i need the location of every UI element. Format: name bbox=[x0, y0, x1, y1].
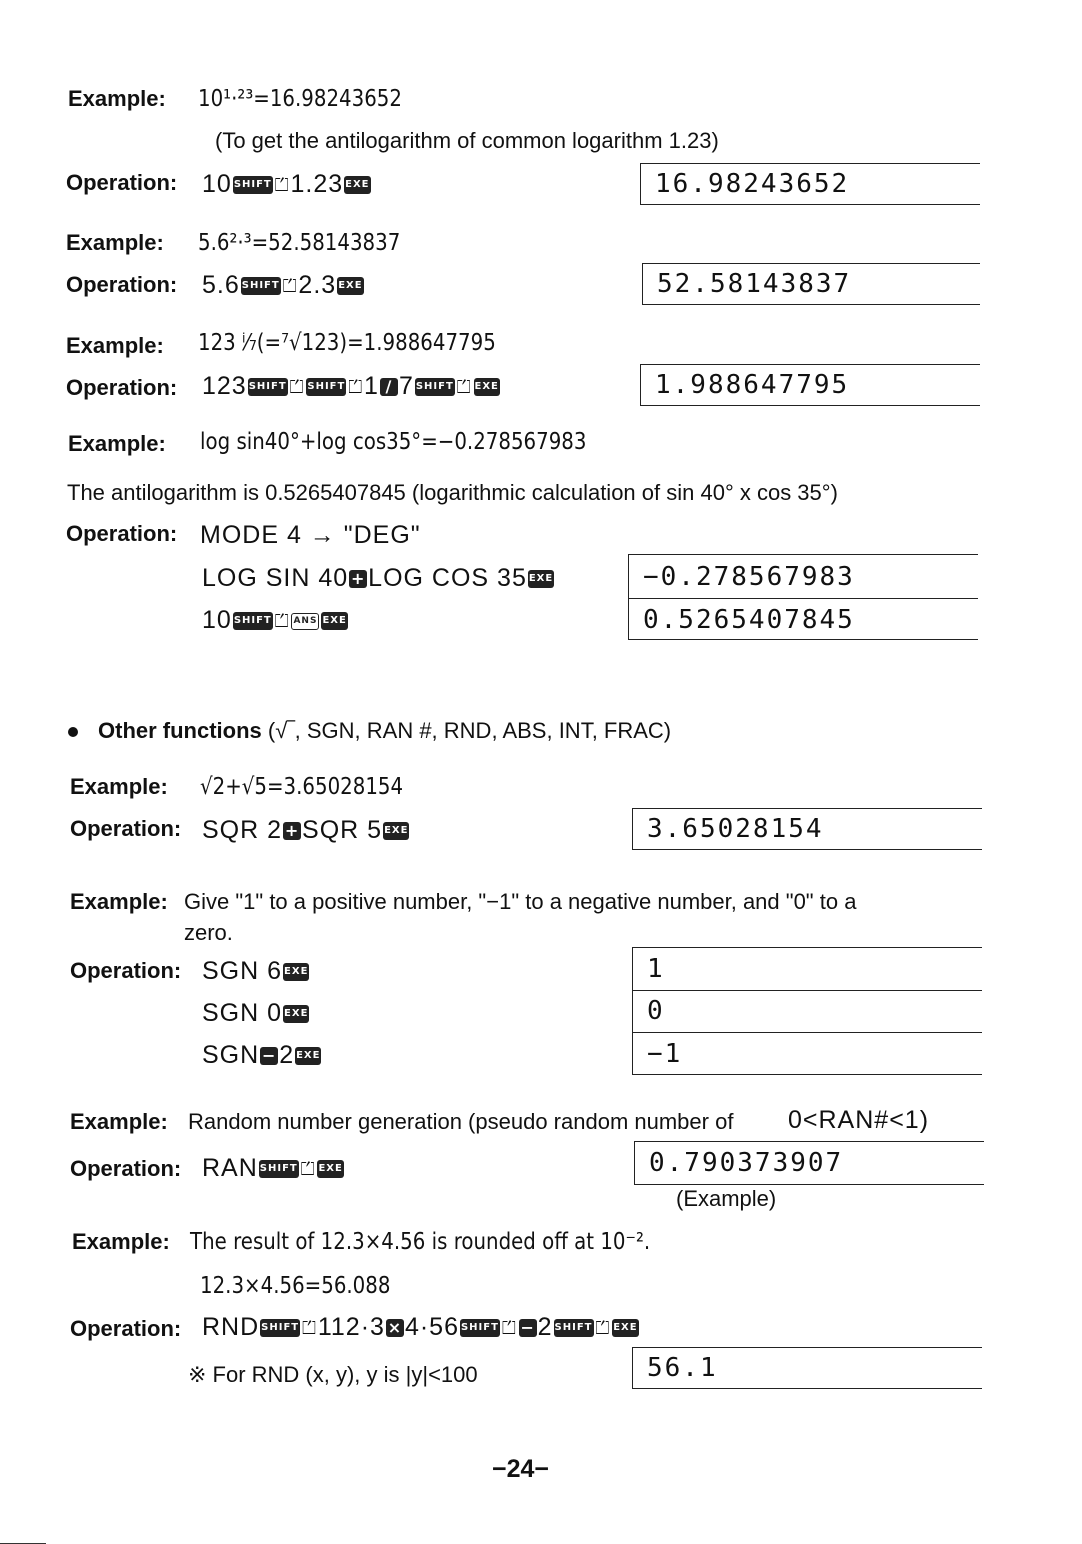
operation-keys: RND SHIFT ⏍112·3 × 4·56 SHIFT ⏍ − 2 SHIFT ⏍ EXE bbox=[202, 1313, 638, 1341]
example-label: Example: bbox=[70, 889, 168, 914]
operation-keys bbox=[202, 816, 410, 845]
section-heading bbox=[68, 718, 671, 744]
shift-key-icon: SHIFT bbox=[554, 1319, 594, 1337]
display-value: −0.278567983 bbox=[643, 561, 855, 592]
operation-line: LOG SIN 40 + LOG COS 35 EXE bbox=[202, 564, 554, 592]
display-value: 0.5265407845 bbox=[643, 604, 855, 635]
shift-key-icon: SHIFT bbox=[306, 378, 346, 396]
op-text: SGN 6 bbox=[202, 957, 283, 985]
op-text: 2 bbox=[279, 1041, 295, 1069]
operation-keys: 10 SHIFT ⏍1.23 EXE bbox=[202, 170, 370, 198]
exe-key-icon: EXE bbox=[344, 176, 370, 194]
exe-key-icon: EXE bbox=[283, 963, 309, 981]
op-text: SQR 2 bbox=[202, 816, 283, 844]
example-text: 5.6²·³=52.58143837 bbox=[198, 230, 401, 256]
power-key-icon: ⏍ bbox=[302, 1317, 317, 1338]
example-text: log sin40°+log cos35°=−0.278567983 bbox=[200, 429, 587, 455]
power-key-icon: ⏍ bbox=[595, 1317, 611, 1338]
calculator-display bbox=[640, 364, 980, 406]
plus-key-icon: + bbox=[350, 569, 366, 589]
exe-key-icon: EXE bbox=[295, 1047, 321, 1065]
example-range: 0<RAN#<1) bbox=[788, 1106, 930, 1134]
divide-key-icon: ∕ bbox=[380, 378, 398, 396]
exe-key-icon: EXE bbox=[474, 378, 500, 396]
display-value: 16.98243652 bbox=[655, 169, 850, 199]
exe-key-icon: EXE bbox=[321, 612, 347, 630]
ran-key-icon: ⏍ bbox=[300, 1158, 316, 1179]
example-text: 10¹·²³=16.98243652 bbox=[198, 86, 402, 112]
power-key-icon: ⏍ bbox=[289, 376, 305, 397]
footnote: ※ For RND (x, y), y is |y|<100 bbox=[188, 1362, 478, 1387]
display-value: 0.790373907 bbox=[649, 1148, 844, 1178]
calculator-display bbox=[632, 808, 982, 850]
power-key-icon: ⏍ bbox=[282, 275, 298, 296]
power-key-icon: ⏍ bbox=[274, 174, 290, 195]
power-key-icon: ⏍ bbox=[501, 1317, 517, 1338]
shift-key-icon: SHIFT bbox=[260, 1319, 300, 1337]
shift-key-icon: SHIFT bbox=[460, 1319, 500, 1337]
operation-line bbox=[202, 999, 310, 1028]
display-value: 3.65028154 bbox=[647, 814, 824, 844]
bullet-icon bbox=[68, 727, 78, 737]
example-label: Example: bbox=[70, 774, 168, 799]
minus-key-icon: − bbox=[520, 1318, 535, 1338]
operation-label: Operation: bbox=[66, 521, 178, 546]
operation-label: Operation: bbox=[66, 375, 178, 400]
calculator-display bbox=[642, 263, 980, 305]
exe-key-icon: EXE bbox=[528, 570, 554, 588]
op-text: 4·56 bbox=[404, 1313, 459, 1341]
op-text: 2 bbox=[537, 1313, 553, 1341]
example-note: (To get the antilogarithm of common logarithm 1.23) bbox=[215, 128, 719, 153]
shift-key-icon: SHIFT bbox=[233, 612, 273, 630]
example-label: Example: bbox=[66, 333, 164, 358]
operation-line bbox=[202, 1041, 322, 1070]
op-text: RND bbox=[202, 1313, 260, 1341]
op-text: RAN bbox=[202, 1154, 258, 1182]
exe-key-icon: EXE bbox=[383, 822, 409, 840]
example-text: √2+√5=3.65028154 bbox=[200, 774, 404, 800]
operation-line bbox=[202, 957, 310, 986]
example-text: 123 ⁱ⁄₇(=⁷√123)=1.988647795 bbox=[198, 330, 496, 356]
op-text: SQR 5 bbox=[302, 816, 383, 844]
operation-label: Operation: bbox=[70, 958, 182, 983]
power-key-icon: ⏍ bbox=[456, 376, 472, 397]
exe-key-icon: EXE bbox=[283, 1005, 309, 1023]
example-text: The result of 12.3×4.56 is rounded off at 10⁻². bbox=[190, 1229, 651, 1255]
shift-key-icon: SHIFT bbox=[248, 378, 288, 396]
example-label: Example: bbox=[68, 431, 166, 456]
display-value: 1 bbox=[647, 954, 665, 984]
calculator-display bbox=[628, 554, 978, 640]
example-text-cont: zero. bbox=[184, 920, 233, 945]
power-key-icon: ⏍ bbox=[274, 610, 290, 631]
calculator-display bbox=[640, 163, 980, 205]
paragraph: The antilogarithm is 0.5265407845 (logarithmic calculation of sin 40° x cos 35°) bbox=[67, 480, 838, 505]
operation-label: Operation: bbox=[66, 272, 178, 297]
shift-key-icon: SHIFT bbox=[241, 277, 281, 295]
example-label: Example: bbox=[70, 1109, 168, 1134]
operation-keys: 5.6 SHIFT ⏍2.3 EXE bbox=[202, 271, 363, 299]
example-text: Give "1" to a positive number, "−1" to a negative number, and "0" to a bbox=[184, 889, 857, 914]
display-note: (Example) bbox=[676, 1186, 777, 1211]
exe-key-icon: EXE bbox=[337, 277, 363, 295]
shift-key-icon: SHIFT bbox=[415, 378, 455, 396]
exe-key-icon: EXE bbox=[317, 1160, 343, 1178]
calculator-display bbox=[632, 1347, 982, 1389]
example-text: Random number generation (pseudo random number of bbox=[188, 1109, 734, 1134]
display-value: 0 bbox=[647, 996, 665, 1026]
operation-label: Operation: bbox=[70, 816, 182, 841]
op-text: SGN 0 bbox=[202, 999, 283, 1027]
op-text: 12·3 bbox=[330, 1313, 385, 1341]
display-value: 52.58143837 bbox=[657, 269, 852, 299]
mode-setting: MODE 4 → "DEG" bbox=[200, 521, 421, 549]
example-text-line2: 12.3×4.56=56.088 bbox=[200, 1273, 391, 1299]
plus-key-icon: + bbox=[284, 821, 300, 841]
operation-label: Operation: bbox=[66, 170, 178, 195]
example-label: Example: bbox=[68, 86, 166, 111]
display-value: 56.1 bbox=[647, 1353, 718, 1383]
calculator-display bbox=[634, 1141, 984, 1185]
power-key-icon: ⏍ bbox=[348, 376, 364, 397]
shift-key-icon: SHIFT bbox=[233, 176, 273, 194]
ans-key-icon: ANS bbox=[291, 613, 319, 630]
multiply-key-icon: × bbox=[387, 1318, 403, 1338]
example-label: Example: bbox=[66, 230, 164, 255]
example-label: Example: bbox=[72, 1229, 170, 1254]
operation-label: Operation: bbox=[70, 1316, 182, 1341]
heading-rest: (√‾, SGN, RAN #, RND, ABS, INT, FRAC) bbox=[267, 718, 672, 743]
operation-label: Operation: bbox=[70, 1156, 182, 1181]
minus-key-icon: − bbox=[261, 1046, 277, 1066]
display-value: −1 bbox=[647, 1039, 683, 1069]
operation-keys: 123 SHIFT ⏍ SHIFT ⏍1 ∕ 7 SHIFT ⏍ EXE bbox=[202, 372, 499, 400]
page-number: −24− bbox=[492, 1455, 550, 1483]
exe-key-icon: EXE bbox=[612, 1319, 638, 1337]
shift-key-icon: SHIFT bbox=[259, 1160, 299, 1178]
operation-keys bbox=[202, 1154, 345, 1183]
calculator-display bbox=[632, 947, 982, 1075]
heading-bold: Other functions bbox=[98, 718, 262, 743]
operation-line: 10 SHIFT ⏍ ANS EXE bbox=[202, 606, 347, 634]
display-value: 1.988647795 bbox=[655, 370, 850, 400]
op-text: SGN bbox=[202, 1041, 260, 1069]
